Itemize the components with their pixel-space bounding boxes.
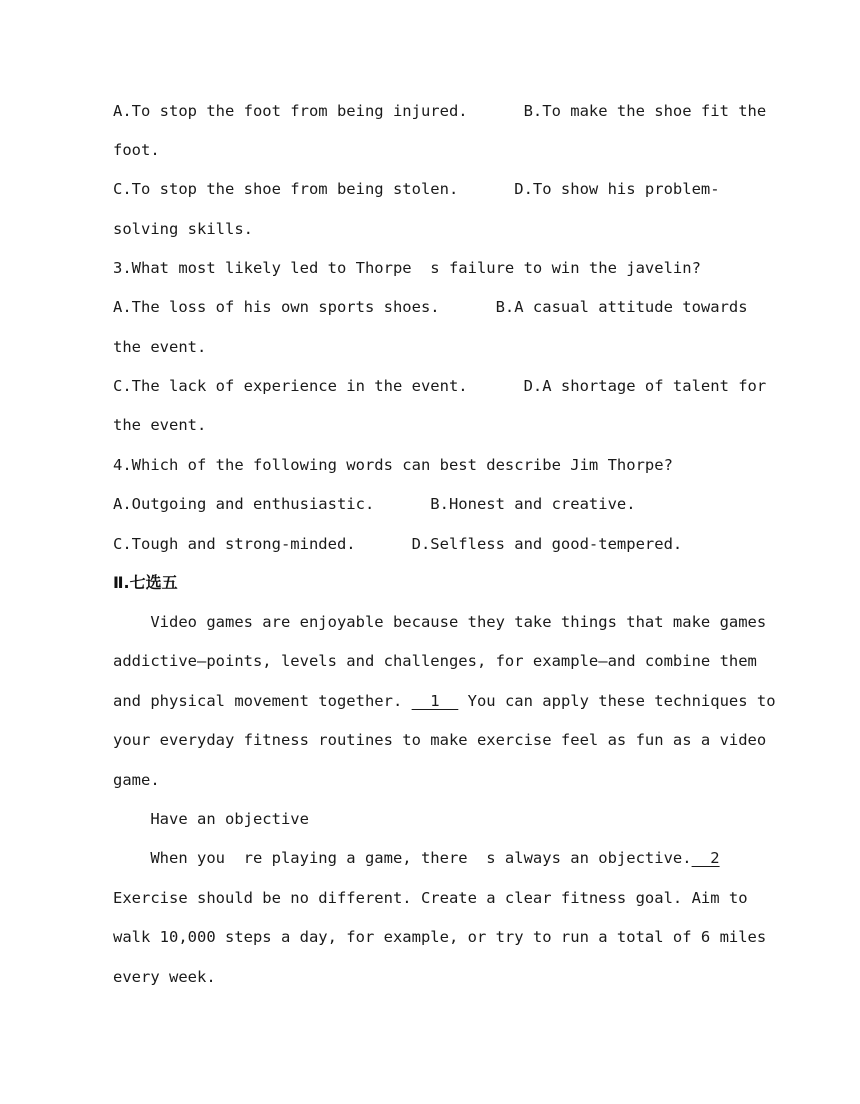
passage-p1-line-1: Video games are enjoyable because they take things that make games	[113, 613, 767, 631]
q4-stem: 4.Which of the following words can best describe Jim Thorpe?	[113, 456, 673, 474]
q2-options-line-1: A.To stop the foot from being injured. B.To make the shoe fit the	[113, 102, 767, 120]
subheading: Have an objective	[113, 810, 309, 828]
passage-text: When you re playing a game, there s always an objective.	[113, 849, 692, 867]
answer-blank-1: 1	[411, 692, 459, 710]
passage-text: You can apply these techniques to	[458, 692, 776, 710]
q3-options-line-2: the event.	[113, 338, 207, 356]
q4-options-line-1: A.Outgoing and enthusiastic. B.Honest and creative.	[113, 495, 636, 513]
q2-options-line-3: C.To stop the shoe from being stolen. D.To show his problem-	[113, 180, 720, 198]
passage-p1-line-5: game.	[113, 771, 160, 789]
section-heading: Ⅱ.七选五	[113, 573, 178, 592]
passage-p1-line-4: your everyday fitness routines to make exercise feel as fun as a video	[113, 731, 767, 749]
q3-options-line-1: A.The loss of his own sports shoes. B.A casual attitude towards	[113, 298, 748, 316]
passage-p1-line-2: addictive—points, levels and challenges, for example—and combine them	[113, 652, 757, 670]
passage-p2-line-1	[113, 848, 720, 868]
passage-p2-line-3: walk 10,000 steps a day, for example, or try to run a total of 6 miles	[113, 928, 767, 946]
q3-options-line-4: the event.	[113, 416, 207, 434]
passage-p1-line-3	[113, 691, 776, 711]
q2-options-line-2: foot.	[113, 141, 160, 159]
answer-blank-2: 2	[691, 849, 720, 867]
passage-p2-line-4: every week.	[113, 968, 216, 986]
q2-options-line-4: solving skills.	[113, 220, 253, 238]
passage-text: and physical movement together.	[113, 692, 412, 710]
q4-options-line-2: C.Tough and strong-minded. D.Selfless and good-tempered.	[113, 535, 683, 553]
passage-p2-line-2: Exercise should be no different. Create a clear fitness goal. Aim to	[113, 889, 748, 907]
q3-stem: 3.What most likely led to Thorpe s failure to win the javelin?	[113, 259, 701, 277]
q3-options-line-3: C.The lack of experience in the event. D.A shortage of talent for	[113, 377, 767, 395]
